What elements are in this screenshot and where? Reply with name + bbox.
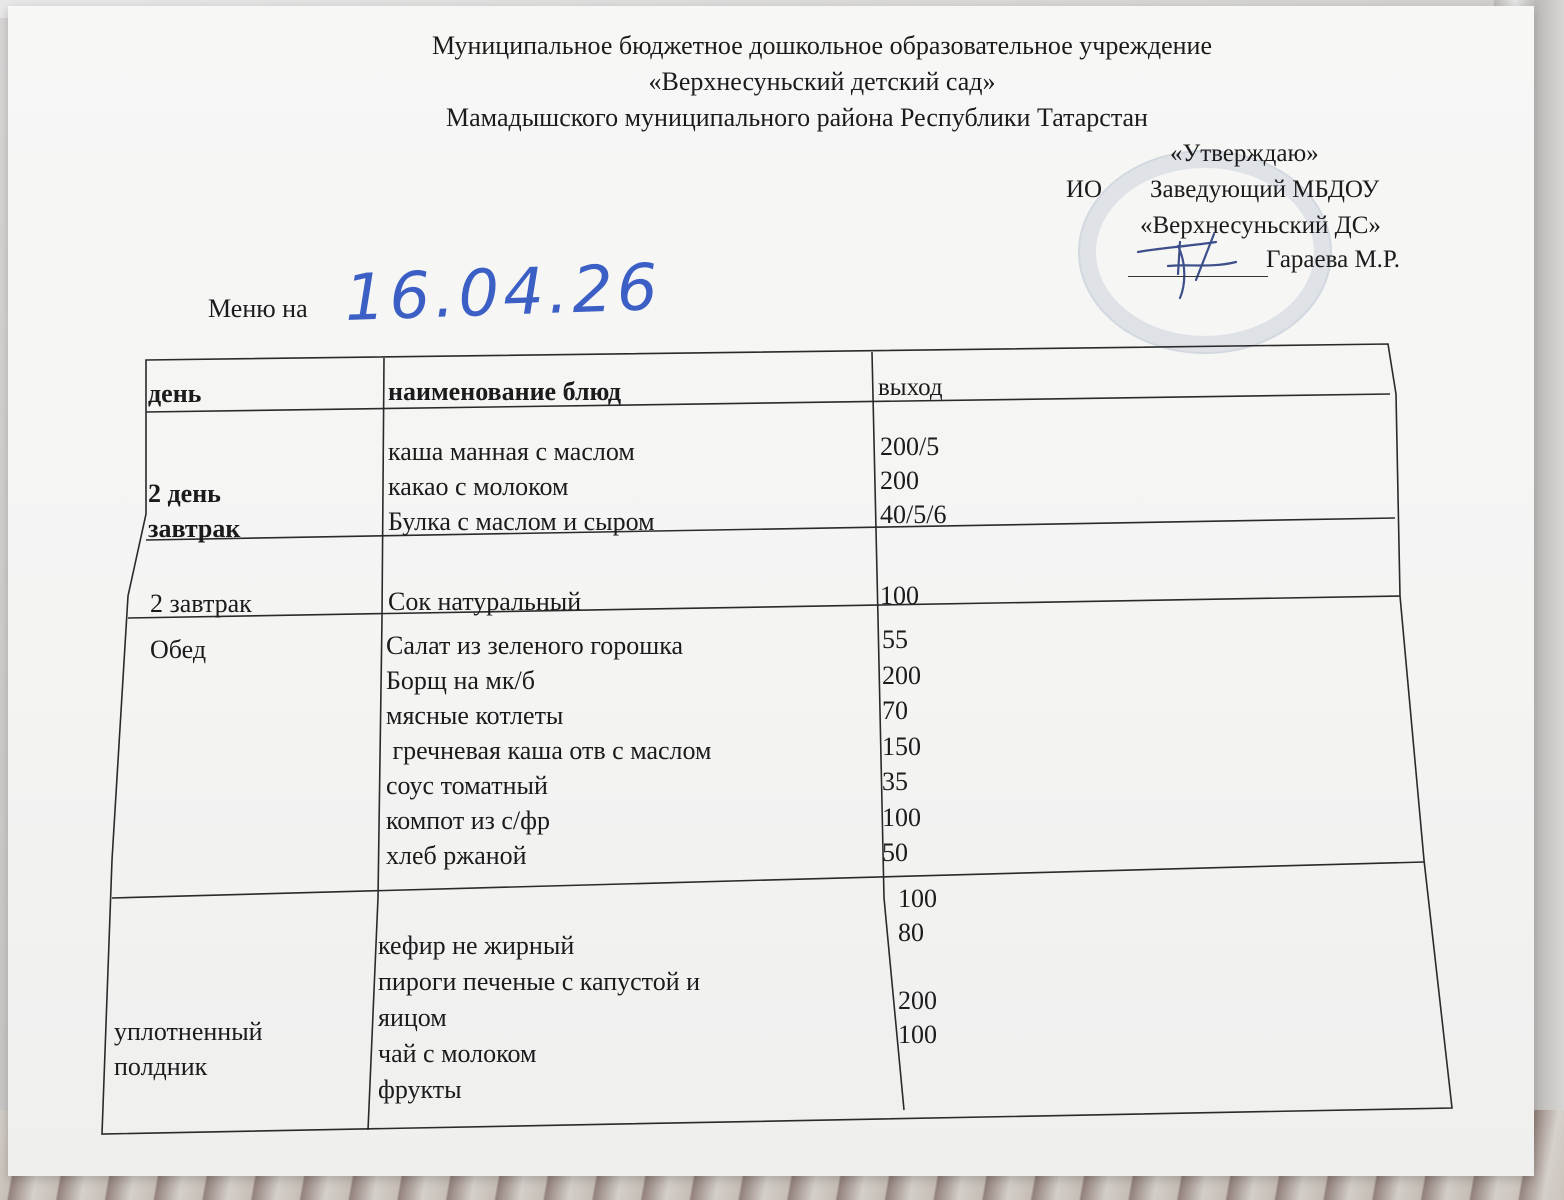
dish-item: Борщ на мк/б (386, 666, 535, 695)
institution-name: Муниципальное бюджетное дошкольное образовательное учреждение (432, 31, 1212, 60)
row-lunch-dishes (386, 628, 711, 873)
meal-label: завтрак (148, 514, 241, 543)
day-label: уплотненный (114, 1017, 263, 1046)
day-label: 2 день (148, 479, 221, 508)
row-lunch-yields (882, 622, 921, 871)
dish-item: компот из с/фр (386, 806, 550, 835)
yield-value: 100 (898, 1020, 937, 1049)
row-snack-dishes (378, 928, 700, 1108)
yield-value: 35 (882, 767, 908, 796)
header-yield: выход (878, 374, 943, 401)
yield-value: 200 (882, 660, 921, 690)
approval-organization: «Верхнесуньский ДС» (1140, 212, 1381, 239)
menu-date-handwritten: 16.04.26 (343, 250, 663, 336)
dish-item: хлеб ржаной (386, 841, 527, 870)
menu-label: Меню на (208, 294, 308, 323)
dish-item: Булка с маслом и сыром (388, 507, 655, 536)
row-snack-day (114, 1014, 263, 1084)
yield-value: 200/5 (880, 432, 940, 461)
district-name: Мамадышского муниципального района Республики Татарстан (446, 103, 1148, 132)
row-second-breakfast-yield: 100 (880, 581, 919, 610)
yield-value: 80 (898, 918, 924, 947)
dish-item: соус томатный (386, 771, 548, 800)
approver-name: Гараева М.Р. (1266, 246, 1400, 273)
yield-value: 100 (882, 802, 921, 832)
yield-value: 50 (882, 838, 908, 867)
dish-item: пироги печеные с капустой и (378, 967, 701, 996)
yield-value: 200 (898, 986, 937, 1015)
yield-value: 150 (882, 731, 921, 761)
dish-item: гречневая каша отв с маслом (386, 736, 712, 765)
dish-item: яицом (378, 1003, 447, 1032)
approval-position: Заведующий МБДОУ (1150, 176, 1380, 203)
dish-item: какао с молоком (388, 472, 569, 501)
row-breakfast-day (148, 476, 240, 546)
kindergarten-name: «Верхнесуньский детский сад» (648, 67, 996, 96)
yield-value: 70 (882, 696, 908, 725)
row-breakfast-yields (880, 430, 946, 532)
row-second-breakfast-day: 2 завтрак (150, 589, 252, 618)
yield-value: 40/5/6 (880, 500, 947, 529)
header-day: день (148, 379, 202, 408)
yield-value: 200 (880, 466, 919, 495)
dish-item: каша манная с маслом (388, 437, 635, 466)
header-dish-name: наименование блюд (388, 377, 622, 406)
dish-item: чай с молоком (378, 1039, 537, 1068)
row-lunch-day: Обед (150, 635, 207, 664)
dish-item: кефир не жирный (378, 931, 575, 960)
yield-value: 100 (898, 884, 937, 913)
approval-io: ИО (1066, 176, 1103, 203)
dish-item: Салат из зеленого горошка (386, 631, 684, 660)
dish-item: фрукты (378, 1075, 462, 1104)
row-snack-yields (898, 882, 937, 1052)
yield-value: 55 (882, 625, 908, 654)
meal-label: полдник (114, 1052, 208, 1081)
row-breakfast-dishes (388, 434, 655, 539)
row-second-breakfast-dish: Сок натуральный (388, 587, 582, 616)
dish-item: мясные котлеты (386, 701, 564, 730)
approval-title: «Утверждаю» (1170, 140, 1319, 167)
yield-value (898, 950, 937, 984)
